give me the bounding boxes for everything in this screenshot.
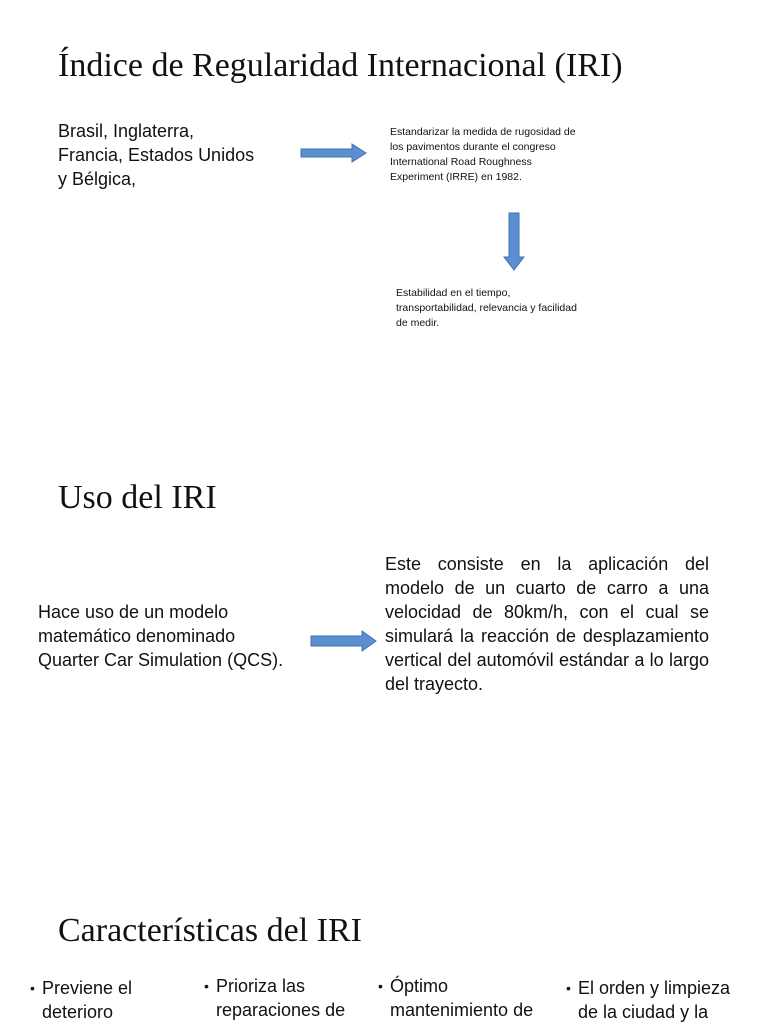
model-line: matemático denominado [38,626,236,646]
bullet-text [42,976,132,1024]
bullet-text [390,974,533,1022]
model-line: Hace uso de un modelo [38,602,229,622]
bullet-line: deterioro [42,1002,114,1022]
bullet-item [378,974,558,1024]
qcs-description: Este consiste en la aplicación del modelo de un cuarto de carro a una velocidad de 80km/h, con el cual se simulará la reacción de desplazamiento vertical del automóvil estándar a lo largo del trayecto. [385,554,709,694]
bullet-line: Prioriza las [216,976,306,996]
countries-text [58,119,298,191]
bullet-line: El orden y limpieza [578,978,731,998]
model-line: Quarter Car Simulation (QCS). [38,650,284,670]
standardize-line: los pavimentos durante el congreso [390,141,556,153]
section-title-iri: Índice de Regularidad Internacional (IRI) [58,47,623,84]
bullet-line: mantenimiento de [390,1000,534,1020]
section-title-caracteristicas: Características del IRI [58,912,362,949]
bullet-item [204,974,374,1024]
stability-text [396,286,636,331]
bullet-item [566,976,766,1024]
countries-line: Francia, Estados Unidos [58,145,255,165]
standardize-line: Estandarizar la medida de rugosidad de [390,126,576,138]
standardize-line: International Road Roughness [390,156,532,168]
bullet-icon: • [204,978,209,994]
section-title-uso: Uso del IRI [58,479,217,516]
countries-line: y Bélgica, [58,169,137,189]
bullet-icon: • [378,978,383,994]
bullet-item [30,976,190,1024]
stability-line: Estabilidad en el tiempo, [396,287,511,299]
model-text [38,600,308,672]
bullet-icon: • [30,980,35,996]
bullet-icon: • [566,980,571,996]
down-arrow-icon [503,212,525,272]
standardize-line: Experiment (IRRE) en 1982. [390,171,522,183]
bullet-line: de la ciudad y la [578,1002,709,1022]
countries-line: Brasil, Inglaterra, [58,121,195,141]
stability-line: de medir. [396,317,440,329]
bullet-line: Previene el [42,978,133,998]
bullet-line: reparaciones de [216,1000,346,1020]
standardize-text [390,125,630,185]
bullet-text [578,976,730,1024]
stability-line: transportabilidad, relevancia y facilidad [396,302,577,314]
bullet-text [216,974,345,1022]
right-arrow-icon [300,143,368,163]
bullet-line: Óptimo [390,976,449,996]
right-arrow-icon [310,630,378,652]
